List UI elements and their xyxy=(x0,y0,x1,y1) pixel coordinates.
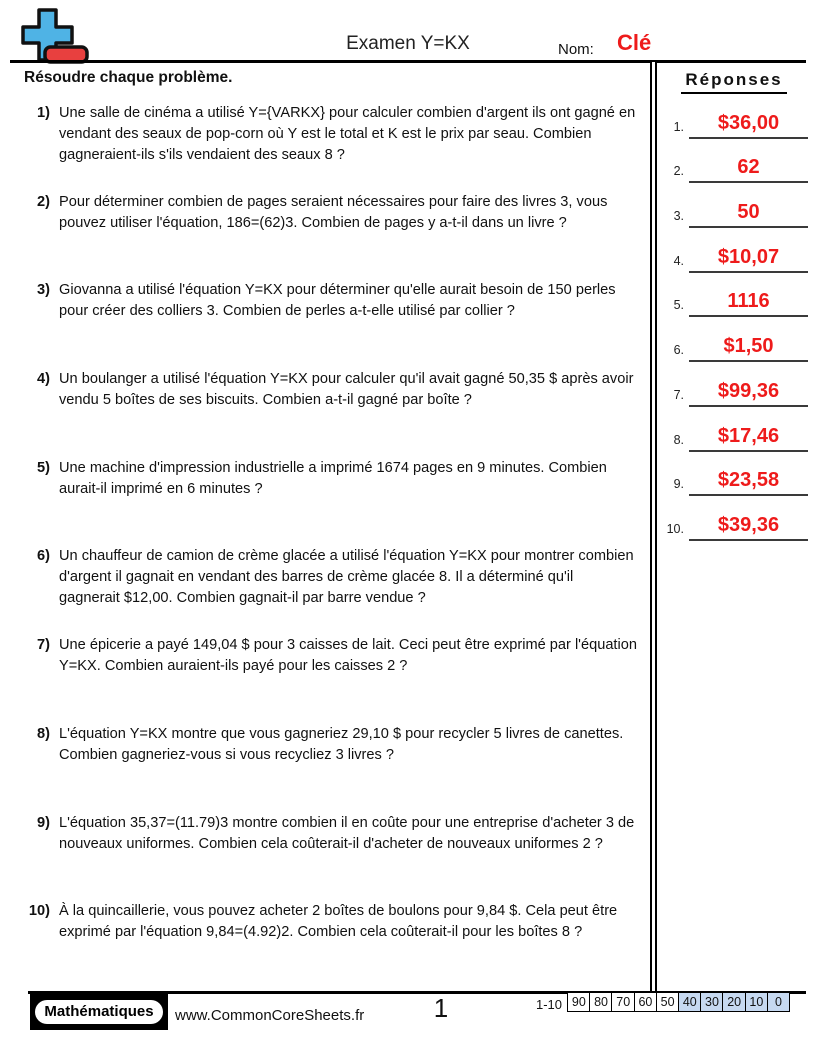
problem-text: Un boulanger a utilisé l'équation Y=KX pour calculer qu'il avait gagné 50,35 $ après avoir vendu 5 boîtes de ses biscuits. Combien a-t-il gagné par boîte ? xyxy=(59,371,634,409)
answers-heading-label: Réponses xyxy=(681,70,786,94)
answer-blank-line xyxy=(689,290,808,317)
problem-number: 1) xyxy=(37,105,50,121)
problem-item xyxy=(20,369,640,458)
answer-number: 2. xyxy=(673,164,684,179)
answer-item xyxy=(662,317,808,362)
answer-blank-line xyxy=(689,335,808,362)
problem-number: 8) xyxy=(37,725,50,742)
problem-number: 9) xyxy=(37,814,50,831)
answer-item xyxy=(662,452,808,497)
answers-heading xyxy=(660,70,808,90)
score-cell: 80 xyxy=(589,992,613,1012)
answer-blank-line xyxy=(689,469,808,496)
score-cell: 0 xyxy=(767,992,791,1012)
problem-text: L'équation 35,37=(11.79)3 montre combien il en coûte pour une entreprise d'acheter 3 de nouveaux uniformes. Combien cela coûterait-il d'acheter de nouveaux uniformes 2 ? xyxy=(59,814,635,852)
score-table xyxy=(567,992,790,1012)
answer-value: $1,50 xyxy=(723,335,774,358)
problem-item xyxy=(20,546,640,635)
brand-logo xyxy=(30,993,168,1030)
answer-number: 1. xyxy=(673,119,684,134)
problem-text: Giovanna a utilisé l'équation Y=KX pour déterminer qu'elle aurait besoin de 150 perles pour créer des colliers 3. Combien de perles a-t-elle utilisé par collier ? xyxy=(59,282,616,320)
answer-number: 7. xyxy=(673,387,684,402)
website-text: www.CommonCoreSheets.fr xyxy=(175,1007,365,1024)
answer-item xyxy=(662,139,808,184)
answer-blank-line xyxy=(689,112,808,139)
name-value: Clé xyxy=(617,30,652,55)
answer-value: $23,58 xyxy=(717,469,780,492)
problem-number: 3) xyxy=(37,282,50,299)
problem-number: 7) xyxy=(37,637,50,654)
answer-blank-line xyxy=(689,201,808,228)
problem-number: 6) xyxy=(37,548,50,565)
page-number: 1 xyxy=(433,993,449,1023)
score-range-label: 1-10 xyxy=(535,997,562,1012)
instruction-text: Résoudre chaque problème. xyxy=(24,69,233,86)
problem-text: Une machine d'impression industrielle a imprimé 1674 pages en 9 minutes. Combien aurait-il imprimé en 6 minutes ? xyxy=(59,459,607,497)
answer-blank-line xyxy=(689,156,808,183)
problem-item xyxy=(20,192,640,281)
answer-value: $39,36 xyxy=(717,513,780,536)
answer-value: $10,07 xyxy=(717,245,780,268)
problem-item xyxy=(20,813,640,902)
column-divider xyxy=(650,62,657,992)
score-cell: 70 xyxy=(611,992,635,1012)
problem-item xyxy=(20,724,640,813)
problem-text: À la quincaillerie, vous pouvez acheter 2 boîtes de boulons pour 9,84 $. Cela peut être exprimé par l'équation 9,84=(4.92)2. Combien cela coûterait-il pour les boîtes 8 ? xyxy=(59,903,618,941)
answer-value: $36,00 xyxy=(717,111,780,134)
answer-value: $99,36 xyxy=(717,379,780,402)
problem-item xyxy=(20,458,640,547)
answer-blank-line xyxy=(689,425,808,452)
answer-blank-line xyxy=(689,514,808,541)
problem-text: L'équation Y=KX montre que vous gagneriez 29,10 $ pour recycler 5 livres de canettes. Combien gagneriez-vous si vous recycliez 3 livres ? xyxy=(59,725,624,763)
problem-text: Une salle de cinéma a utilisé Y={VARKX} pour calculer combien d'argent ils ont gagné en vendant des seaux de pop-corn où Y est le total et K est le prix par seau. Combien gagneraient-ils s'ils vendaient des seaux 8 ? xyxy=(59,105,636,163)
answer-value: 50 xyxy=(737,201,760,224)
answer-item xyxy=(662,362,808,407)
answer-number: 3. xyxy=(673,209,684,224)
problem-number: 2) xyxy=(37,193,50,210)
problem-number: 4) xyxy=(37,371,50,388)
brand-label: Mathématiques xyxy=(35,1000,162,1024)
problem-number: 10) xyxy=(28,903,50,920)
name-label: Nom: xyxy=(558,41,594,58)
answer-number: 4. xyxy=(673,253,684,268)
problem-text: Un chauffeur de camion de crème glacée a utilisé l'équation Y=KX pour montrer combien d'argent il gagnait en vendant des barres de crème glacée 8. Il a déterminé qu'il gagnerait $12,00. Combien gagnait-il par barre vendue ? xyxy=(59,548,634,607)
answer-item xyxy=(662,273,808,318)
problem-text: Une épicerie a payé 149,04 $ pour 3 caisses de lait. Ceci peut être exprimé par l'équation Y=KX. Combien auraient-ils payé pour les caisses 2 ? xyxy=(59,637,637,675)
answer-value: $17,46 xyxy=(717,424,780,447)
answer-number: 8. xyxy=(673,432,684,447)
score-cell: 50 xyxy=(656,992,680,1012)
answer-item xyxy=(662,496,808,541)
header-divider xyxy=(10,60,806,63)
answer-item xyxy=(662,228,808,273)
score-cell: 60 xyxy=(634,992,658,1012)
answer-item xyxy=(662,183,808,228)
answer-number: 9. xyxy=(673,477,684,492)
answers-list xyxy=(662,94,808,541)
answer-blank-line xyxy=(689,246,808,273)
score-cell: 10 xyxy=(745,992,769,1012)
problem-item xyxy=(20,901,640,990)
problem-item xyxy=(20,635,640,724)
answer-number: 10. xyxy=(666,521,684,536)
problems-list xyxy=(20,103,640,990)
answer-value: 1116 xyxy=(727,290,770,313)
score-cell: 30 xyxy=(700,992,724,1012)
score-cell: 20 xyxy=(722,992,746,1012)
score-cell: 90 xyxy=(567,992,591,1012)
answer-number: 6. xyxy=(673,343,684,358)
score-cell: 40 xyxy=(678,992,702,1012)
problem-item xyxy=(20,280,640,369)
answer-number: 5. xyxy=(673,298,684,313)
answer-blank-line xyxy=(689,380,808,407)
answer-item xyxy=(662,407,808,452)
answer-item xyxy=(662,94,808,139)
problem-number: 5) xyxy=(37,459,50,476)
answer-value: 62 xyxy=(737,156,760,179)
problem-text: Pour déterminer combien de pages seraient nécessaires pour faire des livres 3, vous pouvez utiliser l'équation, 186=(62)3. Combien de pages y a-t-il dans un livre ? xyxy=(59,193,608,231)
page-title: Examen Y=KX xyxy=(346,33,470,54)
problem-item xyxy=(20,103,640,192)
